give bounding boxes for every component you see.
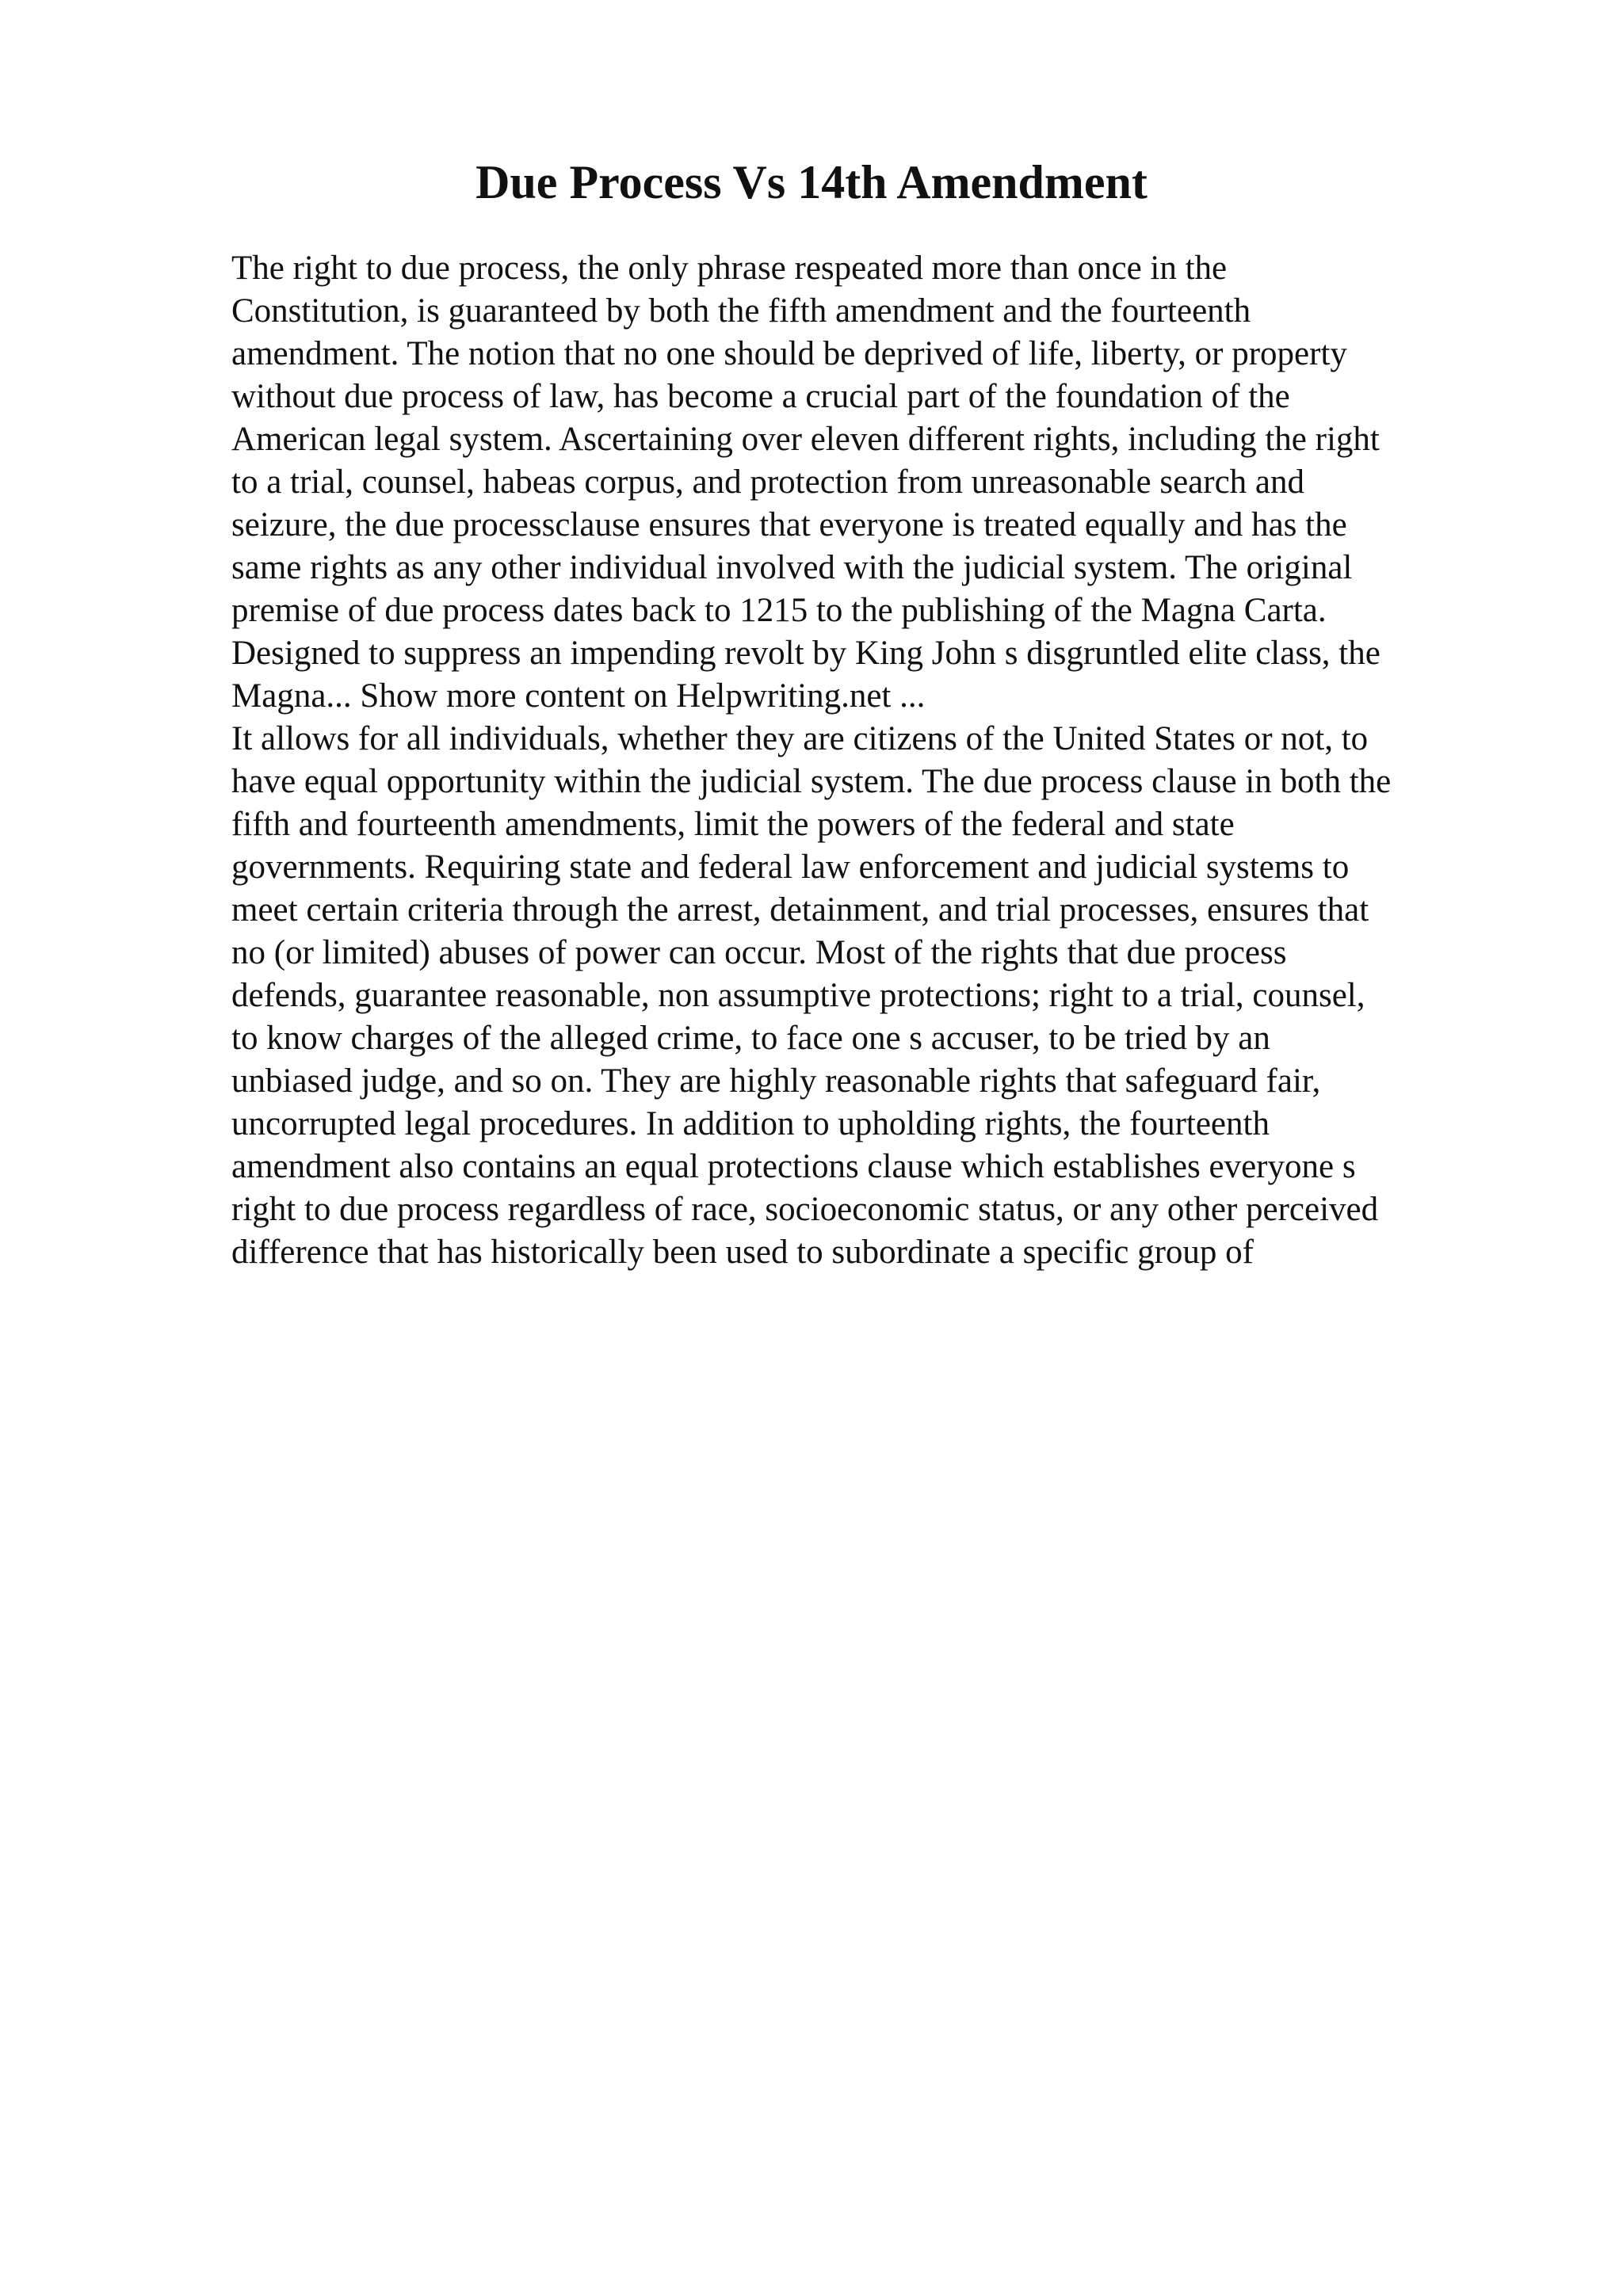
body-line: Constitution, is guaranteed by both the fifth amendment and the fourteenth (231, 292, 1251, 330)
body-line: It allows for all individuals, whether they are citizens of the United States or not, to (231, 720, 1369, 757)
body-line: meet certain criteria through the arrest, detainment, and trial processes, ensures that (231, 891, 1369, 929)
body-line: amendment also contains an equal protections clause which establishes everyone s (231, 1148, 1356, 1185)
body-line: American legal system. Ascertaining over eleven different rights, including the right (231, 421, 1380, 458)
body-line: difference that has historically been used to subordinate a specific group of (231, 1234, 1254, 1271)
body-line: to know charges of the alleged crime, to face one s accuser, to be tried by an (231, 1020, 1270, 1057)
body-line: Magna... Show more content on Helpwriting.net ... (231, 677, 926, 715)
body-line: unbiased judge, and so on. They are highly reasonable rights that safeguard fair, (231, 1062, 1321, 1100)
body-line: without due process of law, has become a crucial part of the foundation of the (231, 378, 1290, 415)
body-line: have equal opportunity within the judicial system. The due process clause in both the (231, 763, 1392, 800)
document-title: Due Process Vs 14th Amendment (475, 156, 1148, 208)
body-line: defends, guarantee reasonable, non assumptive protections; right to a trial, counsel, (231, 977, 1365, 1014)
body-line: same rights as any other individual involved with the judicial system. The original (231, 549, 1353, 586)
body-line: right to due process regardless of race, socioeconomic status, or any other perceived (231, 1191, 1379, 1228)
body-line: no (or limited) abuses of power can occur. Most of the rights that due process (231, 934, 1287, 971)
body-line: The right to due process, the only phrase respeated more than once in the (231, 250, 1228, 287)
body-line: seizure, the due processclause ensures that everyone is treated equally and has the (231, 506, 1347, 543)
document-body (231, 247, 1515, 1274)
body-line: fifth and fourteenth amendments, limit the powers of the federal and state (231, 806, 1235, 843)
body-line: uncorrupted legal procedures. In addition to upholding rights, the fourteenth (231, 1105, 1270, 1142)
body-line: premise of due process dates back to 1215 to the publishing of the Magna Carta. (231, 592, 1327, 629)
body-line: governments. Requiring state and federal law enforcement and judicial systems to (231, 849, 1350, 886)
body-line: to a trial, counsel, habeas corpus, and protection from unreasonable search and (231, 463, 1304, 501)
body-line: amendment. The notion that no one should be deprived of life, liberty, or property (231, 335, 1347, 372)
body-line: Designed to suppress an impending revolt by King John s disgruntled elite class, the (231, 635, 1381, 672)
